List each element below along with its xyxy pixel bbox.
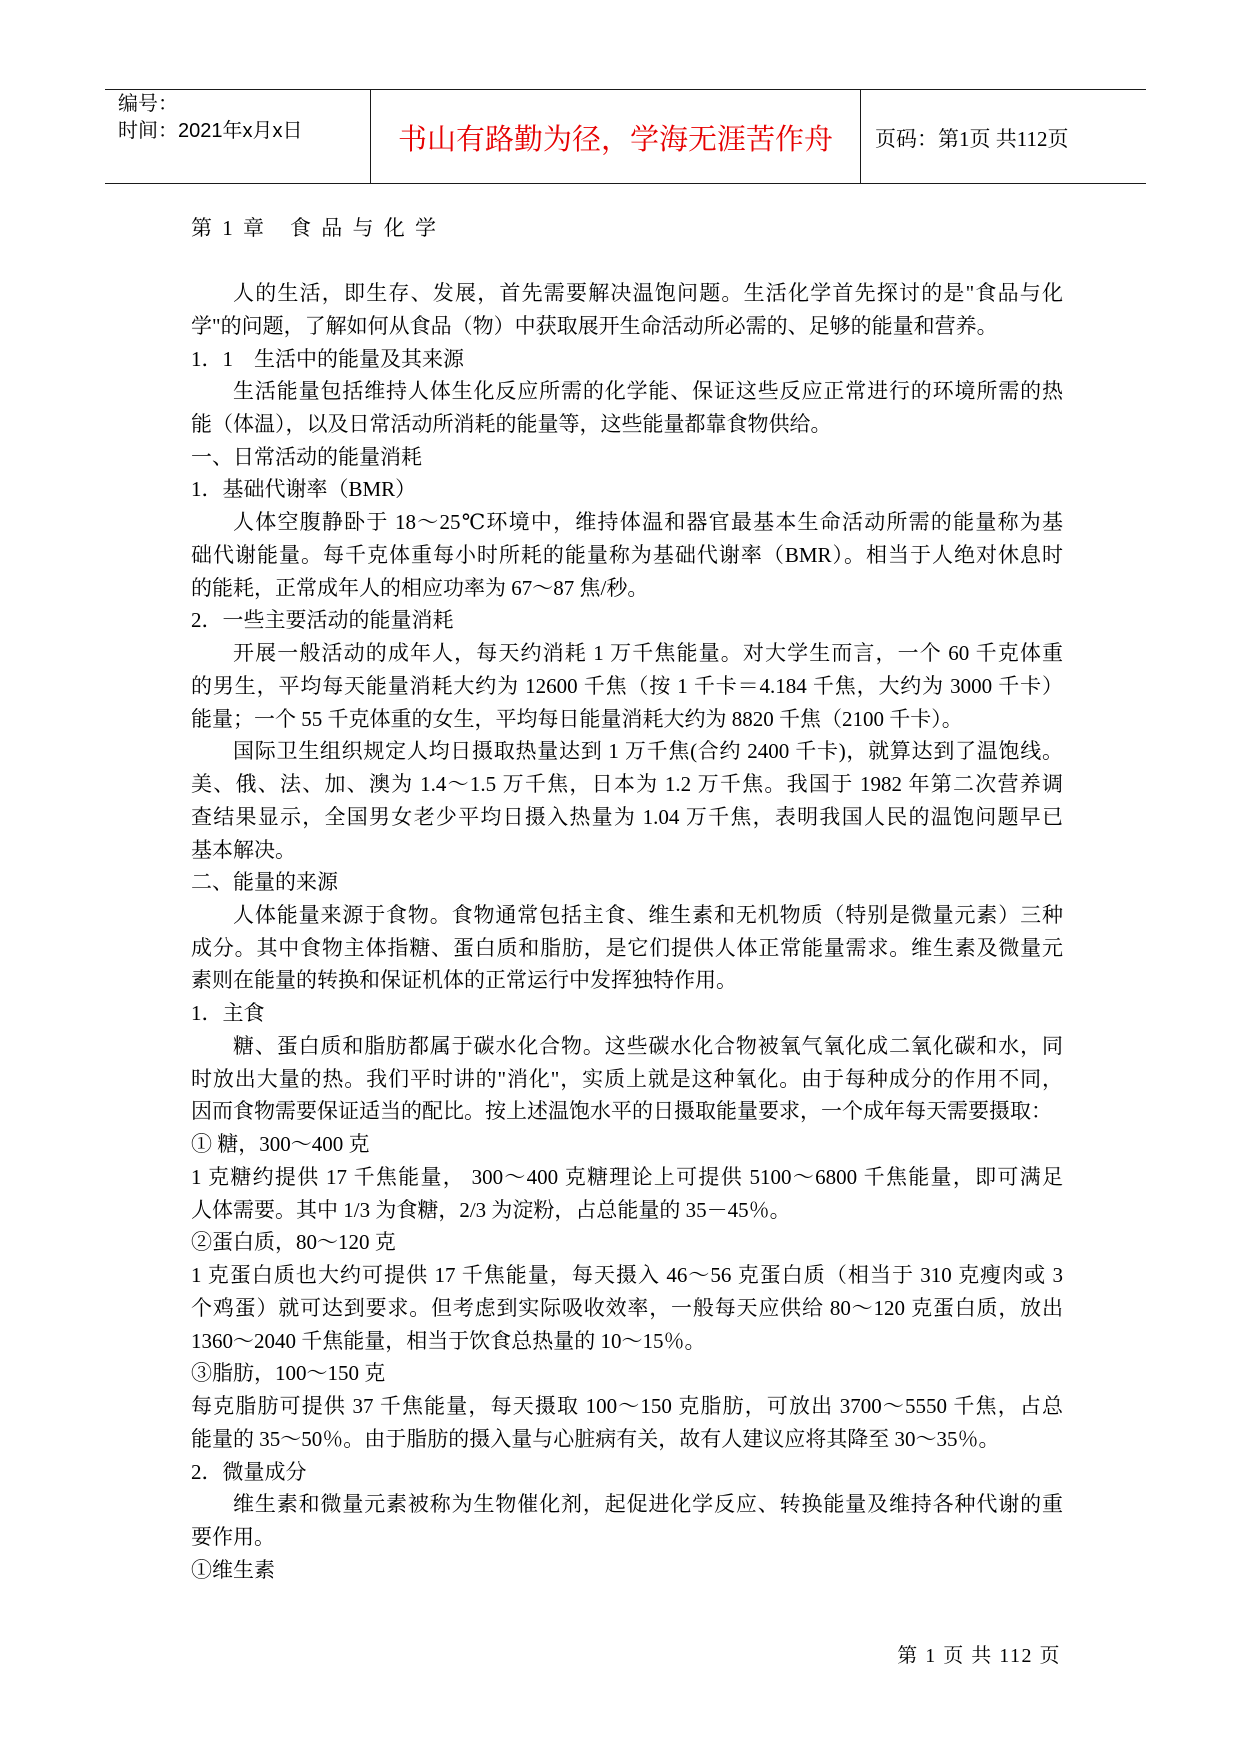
text-line: 能量；一个 55 千克体重的女生，平均每日能量消耗大约为 8820 千焦（2100 千卡）。 [191,706,963,731]
text-line: 维生素和微量元素被称为生物催化剂，起促进化学反应、转换能量及维持各种代谢的重 [233,1492,1063,1517]
body-paragraph [191,1161,1063,1226]
document-header [105,89,1146,184]
heading-text: 一、日常活动的能量消耗 [191,444,422,469]
text-line: 每克脂肪可提供 37 千焦能量，每天摄取 100～150 克脂肪，可放出 3700～5550 千焦，占总 [191,1394,1063,1419]
text-line: 1360～2040 千焦能量，相当于饮食总热量的 10～15％。 [191,1328,706,1353]
motto-text: 书山有路勤为径，学海无涯苦作舟 [397,124,833,156]
heading-text: 1．基础代谢率（BMR） [191,477,417,502]
heading-text: ①维生素 [191,1557,275,1582]
text-line: 人体能量来源于食物。食物通常包括主食、维生素和无机物质（特别是微量元素）三种 [233,903,1063,928]
body-blocks [191,277,1063,1586]
text-line: 人的生活，即生存、发展，首先需要解决温饱问题。生活化学首先探讨的是"食品与化 [233,281,1063,306]
text-line: 国际卫生组织规定人均日摄取热量达到 1 万千焦(合约 2400 千卡)，就算达到了温饱线。 [233,739,1063,764]
body-paragraph [191,1259,1063,1357]
body-paragraph [191,277,1063,342]
text-line: 1 克蛋白质也大约可提供 17 千焦能量，每天摄入 46～56 克蛋白质（相当于 310 克瘦肉或 3 [191,1263,1063,1288]
text-line: 因而食物需要保证适当的配比。按上述温饱水平的日摄取能量要求，一个成年每天需要摄取： [191,1099,1052,1124]
text-line: 的男生，平均每天能量消耗大约为 12600 千焦（按 1 千卡＝4.184 千焦，大约为 3000 千卡） [191,673,1063,698]
text-line: 的能耗，正常成年人的相应功率为 67～87 焦/秒。 [191,575,649,600]
heading-text: 2．微量成分 [191,1459,307,1484]
section-heading [191,1554,1063,1587]
text-line: 美、俄、法、加、澳为 1.4～1.5 万千焦，日本为 1.2 万千焦。我国于 1982 年第二次营养调 [191,772,1063,797]
body-paragraph [191,637,1063,735]
page-info-label: 页码：第1页 共112页 [875,126,1069,151]
heading-text: 二、能量的来源 [191,870,338,895]
header-motto-cell [370,90,861,183]
text-line: 基本解决。 [191,837,296,862]
section-heading [191,1128,1063,1161]
document-time-label: 时间：2021年x月x日 [118,120,303,142]
body-paragraph [191,1390,1063,1455]
text-line: 时放出大量的热。我们平时讲的"消化"，实质上就是这种氧化。由于每种成分的作用不同， [191,1066,1063,1091]
text-line: 开展一般活动的成年人，每天约消耗 1 万千焦能量。对大学生而言，一个 60 千克体重 [233,641,1063,666]
section-heading [191,1226,1063,1259]
section-heading [191,441,1063,474]
section-heading [191,1456,1063,1489]
section-heading [191,866,1063,899]
text-line: 1 克糖约提供 17 千焦能量， 300～400 克糖理论上可提供 5100～6800 千焦能量，即可满足 [191,1164,1063,1189]
text-line: 能（体温），以及日常活动所消耗的能量等，这些能量都靠食物供给。 [191,412,832,436]
body-paragraph [191,506,1063,604]
document-number-label: 编号： [118,93,178,115]
text-line: 要作用。 [191,1524,275,1549]
header-info-cell [105,90,370,183]
text-line: 查结果显示，全国男女老少平均日摄入热量为 1.04 万千焦，表明我国人民的温饱问题早已 [191,804,1063,829]
section-heading [191,997,1063,1030]
section-heading [191,1357,1063,1390]
text-line: 糖、蛋白质和脂肪都属于碳水化合物。这些碳水化合物被氧气氧化成二氧化碳和水，同 [233,1033,1063,1058]
section-heading [191,604,1063,637]
body-paragraph [191,899,1063,997]
heading-text: ① 糖，300～400 克 [191,1132,370,1157]
text-line: 素则在能量的转换和保证机体的正常运行中发挥独特作用。 [191,968,737,993]
text-line: 人体需要。其中 1/3 为食糖，2/3 为淀粉，占总能量的 35－45％。 [191,1197,791,1222]
text-line: 成分。其中食物主体指糖、蛋白质和脂肪，是它们提供人体正常能量需求。维生素及微量元 [191,935,1063,960]
page-footer [897,1643,1061,1669]
chapter-title: 第 1 章 食 品 与 化 学 [191,215,439,240]
text-line: 能量的 35～50％。由于脂肪的摄入量与心脏病有关，故有人建议应将其降至 30～35％。 [191,1426,1000,1451]
text-line: 生活能量包括维持人体生化反应所需的化学能、保证这些反应正常进行的环境所需的热 [233,379,1063,404]
text-line: 个鸡蛋）就可达到要求。但考虑到实际吸收效率，一般每天应供给 80～120 克蛋白质，放出 [191,1295,1063,1320]
heading-text: 2．一些主要活动的能量消耗 [191,608,454,633]
footer-page-number: 第 1 页 共 112 页 [897,1645,1061,1667]
heading-text: ③脂肪，100～150 克 [191,1361,386,1386]
section-heading [191,473,1063,506]
heading-text: ②蛋白质，80～120 克 [191,1230,396,1255]
heading-text: 1．1 生活中的能量及其来源 [191,346,464,371]
body-paragraph [191,1488,1063,1553]
section-heading [191,343,1063,376]
body-paragraph [191,375,1063,440]
document-body [191,212,1063,1587]
body-paragraph [191,735,1063,866]
body-paragraph [191,1030,1063,1128]
header-page-cell [861,90,1146,183]
text-line: 人体空腹静卧于 18～25℃环境中，维持体温和器官最基本生命活动所需的能量称为基 [233,510,1063,535]
heading-text: 1．主食 [191,1001,265,1026]
text-line: 学"的问题，了解如何从食品（物）中获取展开生命活动所必需的、足够的能量和营养。 [191,313,998,338]
text-line: 础代谢能量。每千克体重每小时所耗的能量称为基础代谢率（BMR）。相当于人绝对休息时 [191,542,1063,567]
